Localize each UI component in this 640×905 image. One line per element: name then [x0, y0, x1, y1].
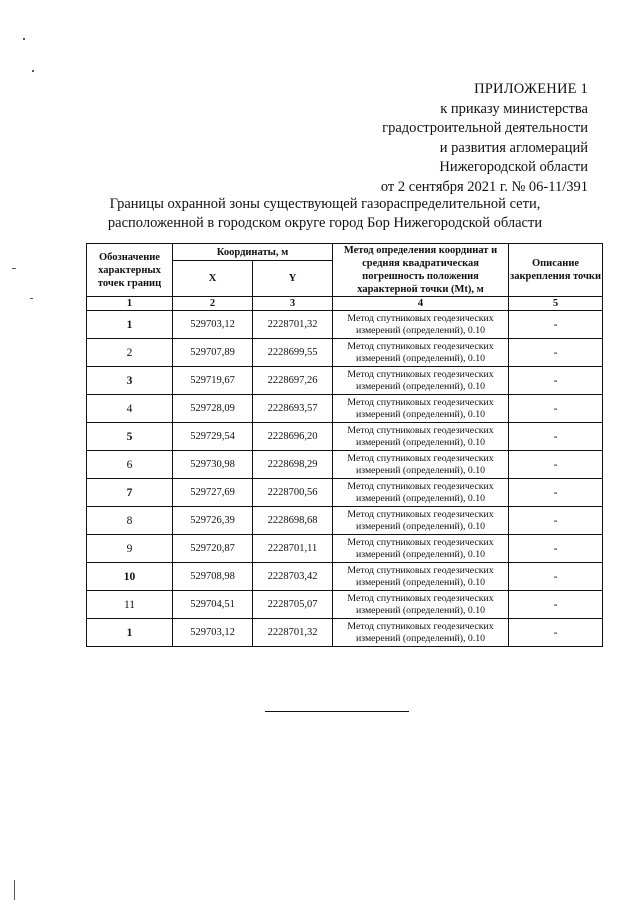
column-number: 2	[173, 297, 253, 311]
method-text: измерений (определений), 0.10	[355, 464, 486, 476]
coord-x: 529730,98	[173, 451, 253, 479]
column-number: 1	[87, 297, 173, 311]
annex-date-number: от 2 сентября 2021 г. № 06-11/391	[380, 178, 588, 195]
point-number: 6	[87, 451, 173, 479]
method-text: Метод спутниковых геодезических	[347, 508, 494, 520]
coord-y: 2228701,32	[253, 311, 333, 339]
boundary-points-table	[86, 243, 603, 647]
header-method: Метод определения координат и средняя квадратическая погрешность положения характерной точки (Mt), м	[333, 244, 509, 297]
coord-x: 529704,51	[173, 591, 253, 619]
point-number: 9	[87, 535, 173, 563]
method-text: Метод спутниковых геодезических	[347, 312, 494, 324]
scan-speck	[32, 70, 34, 72]
annex-line: градостроительной деятельности	[382, 120, 588, 136]
coord-y: 2228697,26	[253, 367, 333, 395]
coord-x: 529726,39	[173, 507, 253, 535]
method-cell	[333, 591, 509, 619]
coord-y: 2228701,11	[253, 535, 333, 563]
method-text: Метод спутниковых геодезических	[347, 452, 494, 464]
table-row	[87, 311, 603, 339]
method-cell	[333, 311, 509, 339]
method-text: Метод спутниковых геодезических	[347, 480, 494, 492]
header-description: Описание закрепления точки	[509, 244, 603, 297]
method-text: Метод спутниковых геодезических	[347, 340, 494, 352]
point-number: 1	[87, 619, 173, 647]
description-cell: -	[509, 451, 603, 479]
description-cell: -	[509, 367, 603, 395]
header-point: Обозначение характерных точек границ	[87, 244, 173, 297]
point-number: 8	[87, 507, 173, 535]
method-cell	[333, 507, 509, 535]
annex-heading: ПРИЛОЖЕНИЕ 1	[474, 81, 588, 97]
table-row	[87, 423, 603, 451]
table-row	[87, 479, 603, 507]
coord-x: 529708,98	[173, 563, 253, 591]
method-cell	[333, 535, 509, 563]
coord-x: 529727,69	[173, 479, 253, 507]
document-title	[80, 195, 570, 233]
description-cell: -	[509, 507, 603, 535]
method-cell	[333, 451, 509, 479]
description-cell: -	[509, 591, 603, 619]
title-line: Границы охранной зоны существующей газораспределительной сети,	[109, 196, 541, 212]
method-cell	[333, 479, 509, 507]
point-number: 3	[87, 367, 173, 395]
method-cell	[333, 339, 509, 367]
coord-y: 2228696,20	[253, 423, 333, 451]
column-number: 4	[333, 297, 509, 311]
method-text: Метод спутниковых геодезических	[347, 536, 494, 548]
point-number: 10	[87, 563, 173, 591]
coord-y: 2228700,56	[253, 479, 333, 507]
table-row	[87, 619, 603, 647]
coord-y: 2228693,57	[253, 395, 333, 423]
scan-speck	[12, 268, 16, 269]
header-y: Y	[253, 261, 333, 297]
point-number: 1	[87, 311, 173, 339]
table-row	[87, 563, 603, 591]
table-row	[87, 367, 603, 395]
description-cell: -	[509, 311, 603, 339]
coord-x: 529719,67	[173, 367, 253, 395]
annex-line: и развития агломераций	[439, 139, 588, 156]
coord-y: 2228701,32	[253, 619, 333, 647]
annex-line: Нижегородской области	[439, 159, 588, 175]
column-number: 3	[253, 297, 333, 311]
method-text: измерений (определений), 0.10	[355, 436, 486, 448]
annex-block	[381, 80, 588, 197]
method-text: Метод спутниковых геодезических	[347, 620, 494, 632]
title-line: расположенной в городском округе город Бор Нижегородской области	[107, 215, 543, 231]
table-row	[87, 591, 603, 619]
coord-y: 2228703,42	[253, 563, 333, 591]
method-text: измерений (определений), 0.10	[355, 632, 486, 644]
method-text: измерений (определений), 0.10	[355, 408, 486, 420]
description-cell: -	[509, 339, 603, 367]
method-text: измерений (определений), 0.10	[355, 604, 486, 616]
coord-x: 529729,54	[173, 423, 253, 451]
method-text: Метод спутниковых геодезических	[347, 424, 494, 436]
description-cell: -	[509, 423, 603, 451]
coord-y: 2228699,55	[253, 339, 333, 367]
coord-y: 2228698,68	[253, 507, 333, 535]
coord-x: 529703,12	[173, 619, 253, 647]
coord-x: 529703,12	[173, 311, 253, 339]
method-cell	[333, 367, 509, 395]
column-number: 5	[509, 297, 603, 311]
method-cell	[333, 619, 509, 647]
scan-speck	[23, 38, 25, 40]
method-cell	[333, 423, 509, 451]
method-text: измерений (определений), 0.10	[355, 492, 486, 504]
method-cell	[333, 563, 509, 591]
table-row	[87, 507, 603, 535]
point-number: 4	[87, 395, 173, 423]
method-text: измерений (определений), 0.10	[355, 520, 486, 532]
description-cell: -	[509, 479, 603, 507]
method-text: Метод спутниковых геодезических	[347, 368, 494, 380]
annex-line: к приказу министерства	[440, 100, 588, 117]
point-number: 7	[87, 479, 173, 507]
method-text: Метод спутниковых геодезических	[347, 396, 494, 408]
point-number: 2	[87, 339, 173, 367]
table-row	[87, 535, 603, 563]
table-row	[87, 395, 603, 423]
coord-x: 529728,09	[173, 395, 253, 423]
header-coordinates: Координаты, м	[173, 244, 333, 261]
method-text: измерений (определений), 0.10	[355, 324, 486, 336]
method-text: измерений (определений), 0.10	[355, 576, 486, 588]
method-text: Метод спутниковых геодезических	[347, 564, 494, 576]
header-x: X	[173, 261, 253, 297]
scan-edge-mark	[14, 880, 15, 900]
table-row	[87, 451, 603, 479]
coord-x: 529707,89	[173, 339, 253, 367]
scan-speck	[30, 298, 33, 299]
method-cell	[333, 395, 509, 423]
coord-y: 2228705,07	[253, 591, 333, 619]
description-cell: -	[509, 535, 603, 563]
description-cell: -	[509, 395, 603, 423]
method-text: измерений (определений), 0.10	[355, 380, 486, 392]
method-text: измерений (определений), 0.10	[355, 352, 486, 364]
point-number: 11	[87, 591, 173, 619]
closing-line	[265, 711, 409, 712]
method-text: измерений (определений), 0.10	[355, 548, 486, 560]
description-cell: -	[509, 563, 603, 591]
table-row	[87, 339, 603, 367]
description-cell: -	[509, 619, 603, 647]
method-text: Метод спутниковых геодезических	[347, 592, 494, 604]
point-number: 5	[87, 423, 173, 451]
coord-y: 2228698,29	[253, 451, 333, 479]
coord-x: 529720,87	[173, 535, 253, 563]
